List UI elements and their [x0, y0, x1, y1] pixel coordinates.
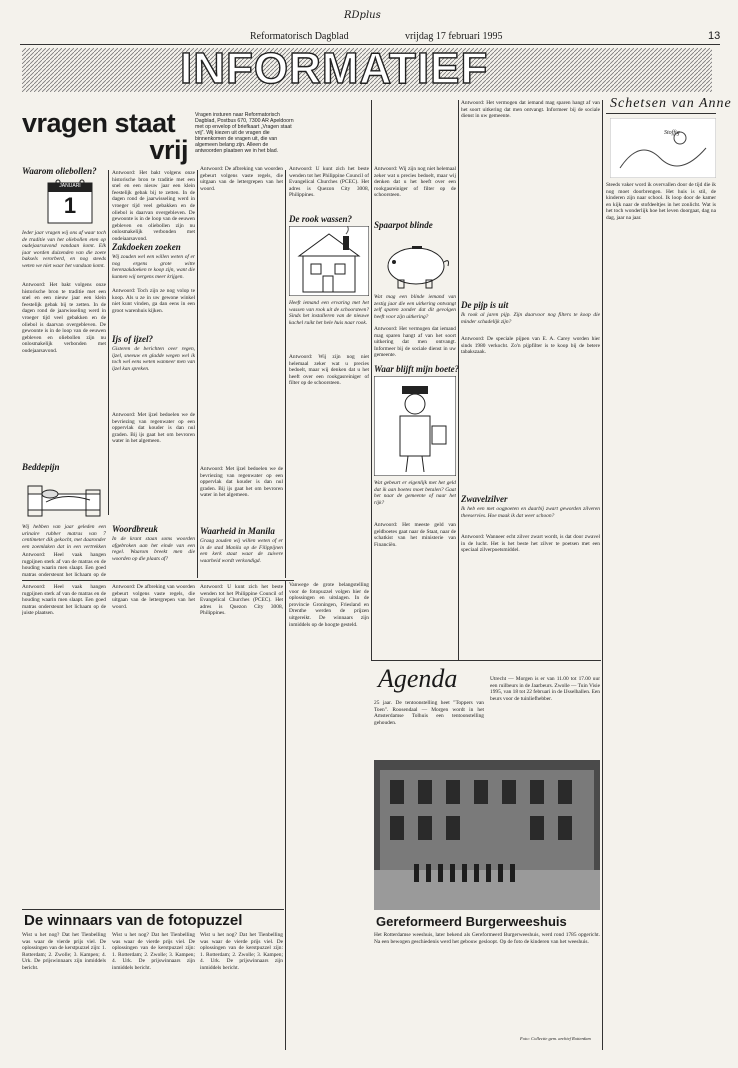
- article-heading-zakdoeken: Zakdoeken zoeken: [112, 242, 181, 252]
- agenda-rule: [371, 660, 601, 661]
- vervolg-col4: Vanwege de grote belangstelling voor de fotopuzzel volgen hier de oplossingen en uitslagen. In de provincie Groningen, Friesland en Drenthe werden de prijzen uitgereikt. De winnaars zijn inmiddels op de hoogte gesteld.: [289, 582, 369, 628]
- rookwassen-caption: Heeft iemand een ervaring met het wassen van rook uit de schoorsteen? Sinds het installeren van de nieuwe kachel ruikt het hele huis naar rook.: [289, 300, 369, 326]
- house-illustration: [289, 226, 369, 296]
- zakdoeken-body: Antwoord: Toch zijn ze nog volop te koop. Als u ze in uw gewone winkel niet kunt vinden, ga dan eens in een groot warenhuis kijken.: [112, 288, 195, 314]
- agenda-col1: 25 jaar. De tentoonstelling heet "Toppers van Toen". Roosendaal — Morgen wordt in het Amsterdamse Tolhuis een tentoonstelling gehouden.: [374, 700, 484, 726]
- column-rule: [108, 170, 109, 515]
- fotopuzzel-heading: De winnaars van de fotopuzzel: [24, 912, 243, 929]
- column-rule: [458, 100, 459, 660]
- column-rule: [285, 580, 286, 1050]
- spaarpot-caption: Wat mag een blinde iemand van zestig jaar die een uitkering ontvangt zelf sparen zonder dat dit gevolgen heeft voor zijn uitkering?: [374, 294, 456, 320]
- schetsen-illustration: [610, 118, 716, 178]
- column-rule: [371, 100, 372, 660]
- article-heading-rookwassen: De rook wassen?: [289, 214, 353, 224]
- bed-illustration: [24, 472, 106, 522]
- schetsen-heading: Schetsen van Anne: [610, 96, 732, 111]
- calendar-month: JANUARI: [59, 183, 81, 189]
- agenda-title: Agenda: [378, 664, 458, 693]
- article-heading-zwavelzilver: Zwavelzilver: [461, 494, 508, 504]
- orphanage-photo: [374, 760, 600, 910]
- blijft-caption: Wat gebeurt er eigenlijk met het geld dat ik aan boetes moet betalen? Gaat het naar de gemeente of naar het rijk?: [374, 480, 456, 506]
- ijs-intro: Gisteren de berichten over regen, ijzel, sneeuw en gladde wegen wel ik toch wel eens weten wanneer men van ijzel kan spreken.: [112, 346, 195, 372]
- logo-suffix: plus: [359, 10, 381, 21]
- vragen-title-line1: vragen staat: [22, 108, 176, 138]
- pijp-body: Antwoord: De speciale pijpen van E. A. Carey worden hier sinds 1980 verkocht. Zo'n pijpfilter is te koop bij de betere tabakszaak.: [461, 336, 600, 356]
- oliebollen-intro: Ieder jaar vragen wij ons af waar toch de traditie van het oliebollen eten op oudejaarsavond vandaan komt. Elk jaar worden duizenden van die zoete baksels verorberd, en nog steeds weten we niet waar het vandaan komt.: [22, 230, 106, 269]
- spaarpot-body: Antwoord: Het vermogen dat iemand mag sparen hangt af van het soort uitkering dat men ontvangt. Informeer bij de sociale dienst in uw gemeente.: [374, 326, 456, 359]
- zwavelzilver-intro: Ik heb een met oogpoeten en daarbij zwart geworden zilveren theeservies. Hoe maak ik dat weer schoon?: [461, 506, 600, 519]
- article-heading-beddepijn: Beddepijn: [22, 462, 60, 472]
- piggy-bank-illustration: [374, 232, 456, 292]
- policeman-illustration: [374, 376, 456, 476]
- column-rule: [285, 170, 286, 578]
- zwavelzilver-body: Antwoord: Wanneer echt zilver zwart wordt, is dat door zwavel in de lucht. Het is het beste het zilver te poetsen met een speciaal zilverpoetsmiddel.: [461, 534, 600, 554]
- vragen-title-line2: vrij: [149, 135, 188, 165]
- waarheid-body: Antwoord: U kunt zich het beste wenden tot het Philippine Council of Evangelical Churches (PCEC). Het adres is Quezon City 3008, Philippines.: [289, 166, 369, 199]
- article-heading-spaarpot: Spaarpot blinde: [374, 220, 433, 230]
- article-heading-woordbreuk: Woordbreuk: [112, 524, 158, 534]
- article-heading-pijp: De pijp is uit: [461, 300, 509, 310]
- fotopuzzel-col1: Wist u het nog? Dat het Tienbelling was waar de vierde prijs viel. De oplossingen van de kerstpuzzel zijn: 1. Rotterdam; 2. Zwolle; 3. Kampen; 4. Urk. De prijswinnaars zijn inmiddels bericht.: [22, 932, 106, 971]
- schetsen-title: Stoffig: [664, 130, 680, 136]
- paper-name: Reformatorisch Dagblad: [250, 31, 349, 42]
- blijft-body: Antwoord: Het meeste geld van geldboetes gaat naar de Staat, naar de schatkist van het ministerie van Financiën.: [374, 522, 456, 548]
- schetsen-rule: [606, 113, 716, 114]
- calendar-day: 1: [63, 193, 77, 218]
- burgerweeshuis-heading: Gereformeerd Burgerweeshuis: [376, 914, 567, 929]
- fotopuzzel-col3: Wist u het nog? Dat het Tienbelling was waar de vierde prijs viel. De oplossingen van de kerstpuzzel zijn: 1. Rotterdam; 2. Zwolle; 3. Kampen; 4. Urk. De prijswinnaars zijn inmiddels bericht.: [200, 932, 283, 971]
- agenda-col2: Utrecht — Morgen is er van 11.00 tot 17.00 uur een ruilbeurs in de Jaarbeurs. Zwolle — Tuin Visie 1995, van 18 tot 22 februari in de IJsselhallen. Een beurs voor de tuinliefhebber.: [490, 676, 600, 702]
- waarheid-intro: Graag zouden wij willen weten of er in de stad Manila op de Filippijnen een kerk staat waar de zuivere waarheid wordt verkondigd.: [200, 538, 283, 564]
- section-title: INFORMATIEF: [180, 44, 489, 93]
- vervolg-col2: Antwoord: De afbreking van woorden gebeurt volgens vaste regels, die uitgaan van de lettergrepen van het woord.: [112, 584, 195, 610]
- rookwassen-body: Antwoord: Wij zijn nog niet helemaal zeker wat u precies bedoelt, maar wij denken dat u het heeft over een rookgasreiniger of filter op de schoorsteen.: [289, 354, 369, 387]
- column5-text: Antwoord: Wij zijn nog niet helemaal zeker wat u precies bedoelt, maar wij denken dat u het heeft over een rookgasreiniger of filter op de schoorsteen.: [374, 166, 456, 199]
- column-rule: [602, 100, 603, 1050]
- photo-credit: Foto: Collectie gem. archief Rotterdam: [520, 1036, 591, 1041]
- section-rule: [22, 580, 294, 581]
- vervolg-col3: Antwoord: U kunt zich het beste wenden tot het Philippine Council of Evangelical Churches (PCEC). Het adres is Quezon City 3008, Philippines.: [200, 584, 283, 617]
- page-number: 13: [708, 30, 721, 42]
- column3-text: Antwoord: Met ijzel bedoelen we de bevriezing van regenwater op een oppervlak dat kouder is dan nul graden. Bij ijs gaat het om bevroren water in het algemeen.: [200, 466, 283, 499]
- schetsen-body: Steeds vaker word ik overvallen door de tijd die ik nog moet doorbrengen. Het huis is stil, de kinderen zijn naar school. Ik loop door de kamer en kijk naar de stofdeeltjes in het zonlicht. Wat is het toch wonderlijk hoe het leven doorgaat, dag na dag, jaar na jaar.: [606, 182, 716, 221]
- pijp-intro: Ik rook al jaren pijp. Zijn daarvoor nog filters te koop die minder schadelijk zijn?: [461, 312, 600, 325]
- column6-text: Antwoord: Het vermogen dat iemand mag sparen hangt af van het soort uitkering dat men ontvangt. Informeer bij de sociale dienst in uw gemeente.: [461, 100, 600, 120]
- ijs-body: Antwoord: Met ijzel bedoelen we de bevriezing van regenwater op een oppervlak dat kouder is dan nul graden. Bij ijs gaat het om bevroren water in het algemeen.: [112, 412, 195, 445]
- article-heading-waarheid: Waarheid in Manila: [200, 526, 275, 536]
- vragen-staat-vrij-title: [22, 110, 192, 164]
- article-heading-blijft: Waar blijft mijn boete?: [374, 364, 460, 374]
- vragen-note: Vragen insturen naar Reformatorisch Dagblad, Postbus 670, 7300 AR Apeldoorn met op envelop of briefkaart „Vragen staat vrij”. Wij kiezen uit de vragen die binnenkomen de vragen uit, die van algemeen belang zijn. Alleen de antwoorden plaatsen we in het blad.: [195, 112, 294, 154]
- woordbreuk-intro: In de krant staan soms woorden afgebroken aan het einde van een regel. Waarom breekt men die woorden op die plaats af?: [112, 536, 195, 562]
- masthead-logo: [344, 3, 394, 29]
- fotopuzzel-col2: Wist u het nog? Dat het Tienbelling was waar de vierde prijs viel. De oplossingen van de kerstpuzzel zijn: 1. Rotterdam; 2. Zwolle; 3. Kampen; 4. Urk. De prijswinnaars zijn inmiddels bericht.: [112, 932, 195, 971]
- zakdoeken-intro: Wij zouden wel een willen weten of er nog ergens grote witte herenzakdoeken te koop zijn, want die kunnen wij nergens meer krijgen.: [112, 254, 195, 280]
- calendar-illustration: [44, 177, 98, 227]
- article-heading-oliebollen: Waarom oliebollen?: [22, 166, 97, 176]
- oliebollen-body: Antwoord: Het bakt volgens onze historische bron te traditie met een snel en een nieuw jaar een klein feestelijk gebak bij te zetten. In de dagen rond de jaarwisseling werd in vroeger tijd veel gebakken en de oliebol is daarvan overgebleven. De gewoonte is in de loop van de eeuwen gebleven en oliebollen zijn nu onlosmakelijk verbonden met oudejaarsavond.: [22, 282, 106, 354]
- logo-text: RD: [344, 10, 360, 21]
- column2-continued: Antwoord: Het bakt volgens onze historische bron te traditie met een snel en een nieuw jaar een klein feestelijk gebak bij te zetten. In de dagen rond de jaarwisseling werd in vroeger tijd veel gebakken en de oliebol is daarvan overgebleven. De gewoonte is in de loop van de eeuwen gebleven en oliebollen zijn nu onlosmakelijk verbonden met oudejaarsavond.: [112, 170, 195, 240]
- fotopuzzel-rule: [22, 909, 284, 910]
- beddepijn-body: Antwoord: Heel vaak hangen rugpijnen sterk af van de matras en de houding waarin men slaapt. Een goed matras ondersteunt het lichaam op de: [22, 552, 106, 578]
- beddepijn-intro: Wij hebben van jaar geleden een urinaire rubber matras van 7 centimeter dik gekocht, met daaronder een zoemlaken dat in een vertrekken: [22, 524, 106, 550]
- burgerweeshuis-body: Het Rotterdamse weeshuis, later bekend als Gereformeerd Burgerweeshuis, werd rond 1785 opgericht. Na een bewogen geschiedenis werd het gebouw gesloopt. Op de foto de kinderen van het weeshuis.: [374, 932, 600, 945]
- column-rule: [197, 170, 198, 578]
- woordbreuk-body: Antwoord: De afbreking van woorden gebeurt volgens vaste regels, die uitgaan van de lettergrepen van het woord.: [200, 166, 283, 192]
- issue-date: vrijdag 17 februari 1995: [405, 31, 503, 42]
- vervolg-col1: Antwoord: Heel vaak hangen rugpijnen sterk af van de matras en de houding waarin men slaapt. Een goed matras ondersteunt het lichaam op de juiste plaatsen.: [22, 584, 106, 617]
- article-heading-ijs: Ijs of ijzel?: [112, 334, 154, 344]
